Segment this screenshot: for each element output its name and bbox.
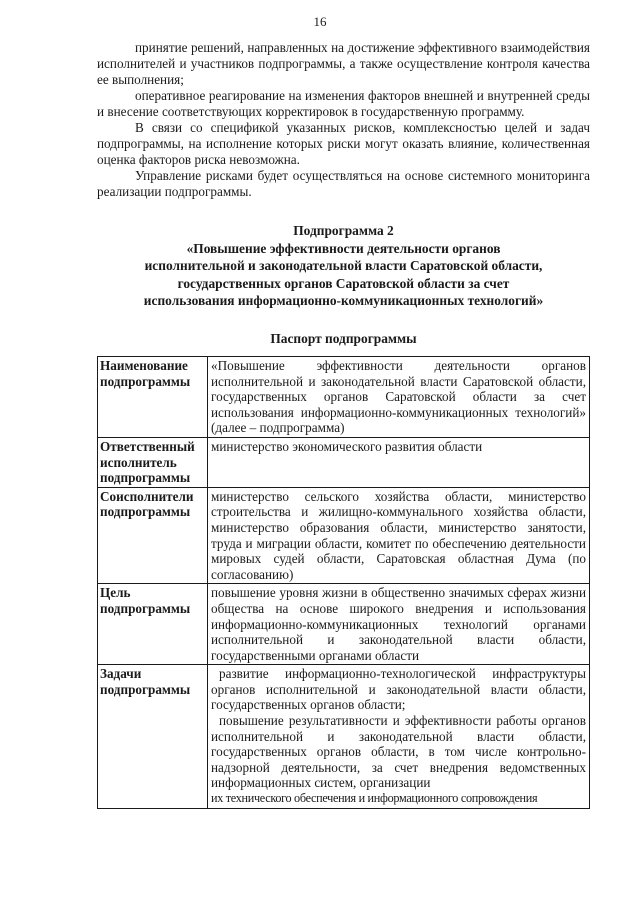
row-label-goal: Цель подпрограммы	[98, 584, 208, 665]
row-value-tasks	[208, 665, 590, 808]
paragraph-risk-management: Управление рисками будет осуществляться на основе системного мониторинга реализации подпрограммы.	[97, 168, 590, 199]
paragraph-decision-making: принятие решений, направленных на достижение эффективного взаимодействия исполнителей и участников подпрограммы, а также осуществление контроля качества ее выполнения;	[97, 40, 590, 87]
subprogram-title-line: использования информационно-коммуникационных технологий»	[143, 293, 544, 308]
row-value-coexecutors: министерство сельского хозяйства области, министерство строительства и жилищно-коммунального хозяйства области, министерство образования области, министерство занятости, труда и миграции области, комитет по обеспечению деятельности мировых судей области, Саратовская областная Дума (по согласованию)	[208, 487, 590, 584]
subprogram-heading: Подпрограмма 2	[293, 223, 394, 238]
table-row	[98, 665, 590, 808]
row-label-responsible: Ответственный исполнитель подпрограммы	[98, 437, 208, 487]
row-label-coexecutors: Соисполнители подпрограммы	[98, 487, 208, 584]
task-item: повышение результативности и эффективности работы органов исполнительной и законодательной власти области, государственных органов области, в том числе контрольно-надзорной деятельности, за счет внедрения ведомственных информационных систем, организации	[211, 713, 586, 791]
row-label-tasks: Задачи подпрограммы	[98, 665, 208, 808]
passport-title: Паспорт подпрограммы	[270, 330, 417, 346]
subprogram-title-line: «Повышение эффективности деятельности органов	[186, 240, 501, 256]
table-row	[98, 357, 590, 438]
task-item-continuation: их технического обеспечения и информационного сопровождения	[211, 791, 538, 806]
row-value-goal: повышение уровня жизни в общественно значимых сферах жизни общества на основе широкого внедрения и использования информационно-коммуникационных технологий органами исполнительной и законодательной власти области, государственными органами области	[208, 584, 590, 665]
row-label-name: Наименование подпрограммы	[98, 357, 208, 438]
table-row	[98, 584, 590, 665]
row-value-responsible: министерство экономического развития области	[208, 437, 590, 487]
paragraph-risk-specifics: В связи со спецификой указанных рисков, комплексностью целей и задач подпрограммы, на исполнение которых риски могут оказать влияние, количественная оценка факторов риска невозможна.	[97, 120, 590, 167]
table-row	[98, 487, 590, 584]
paragraph-response: оперативное реагирование на изменения факторов внешней и внутренней среды и внесение соответствующих корректировок в государственную программу.	[97, 88, 590, 119]
document-body	[97, 40, 590, 809]
table-row	[98, 437, 590, 487]
subprogram-title-line: государственных органов Саратовской области за счет	[177, 275, 510, 291]
subprogram-heading-block	[97, 222, 590, 310]
task-item: развитие информационно-технологической инфраструктуры органов исполнительной и законодательной власти области, государственных органов области;	[211, 666, 586, 713]
page-number: 16	[313, 14, 327, 29]
row-value-name: «Повышение эффективности деятельности органов исполнительной и законодательной власти Саратовской области, государственных органов Саратовской области за счет использования информационно-коммуникационных технологий» (далее – подпрограмма)	[208, 357, 590, 438]
subprogram-title-line: исполнительной и законодательной власти Саратовской области,	[144, 258, 543, 273]
passport-table	[97, 356, 590, 809]
